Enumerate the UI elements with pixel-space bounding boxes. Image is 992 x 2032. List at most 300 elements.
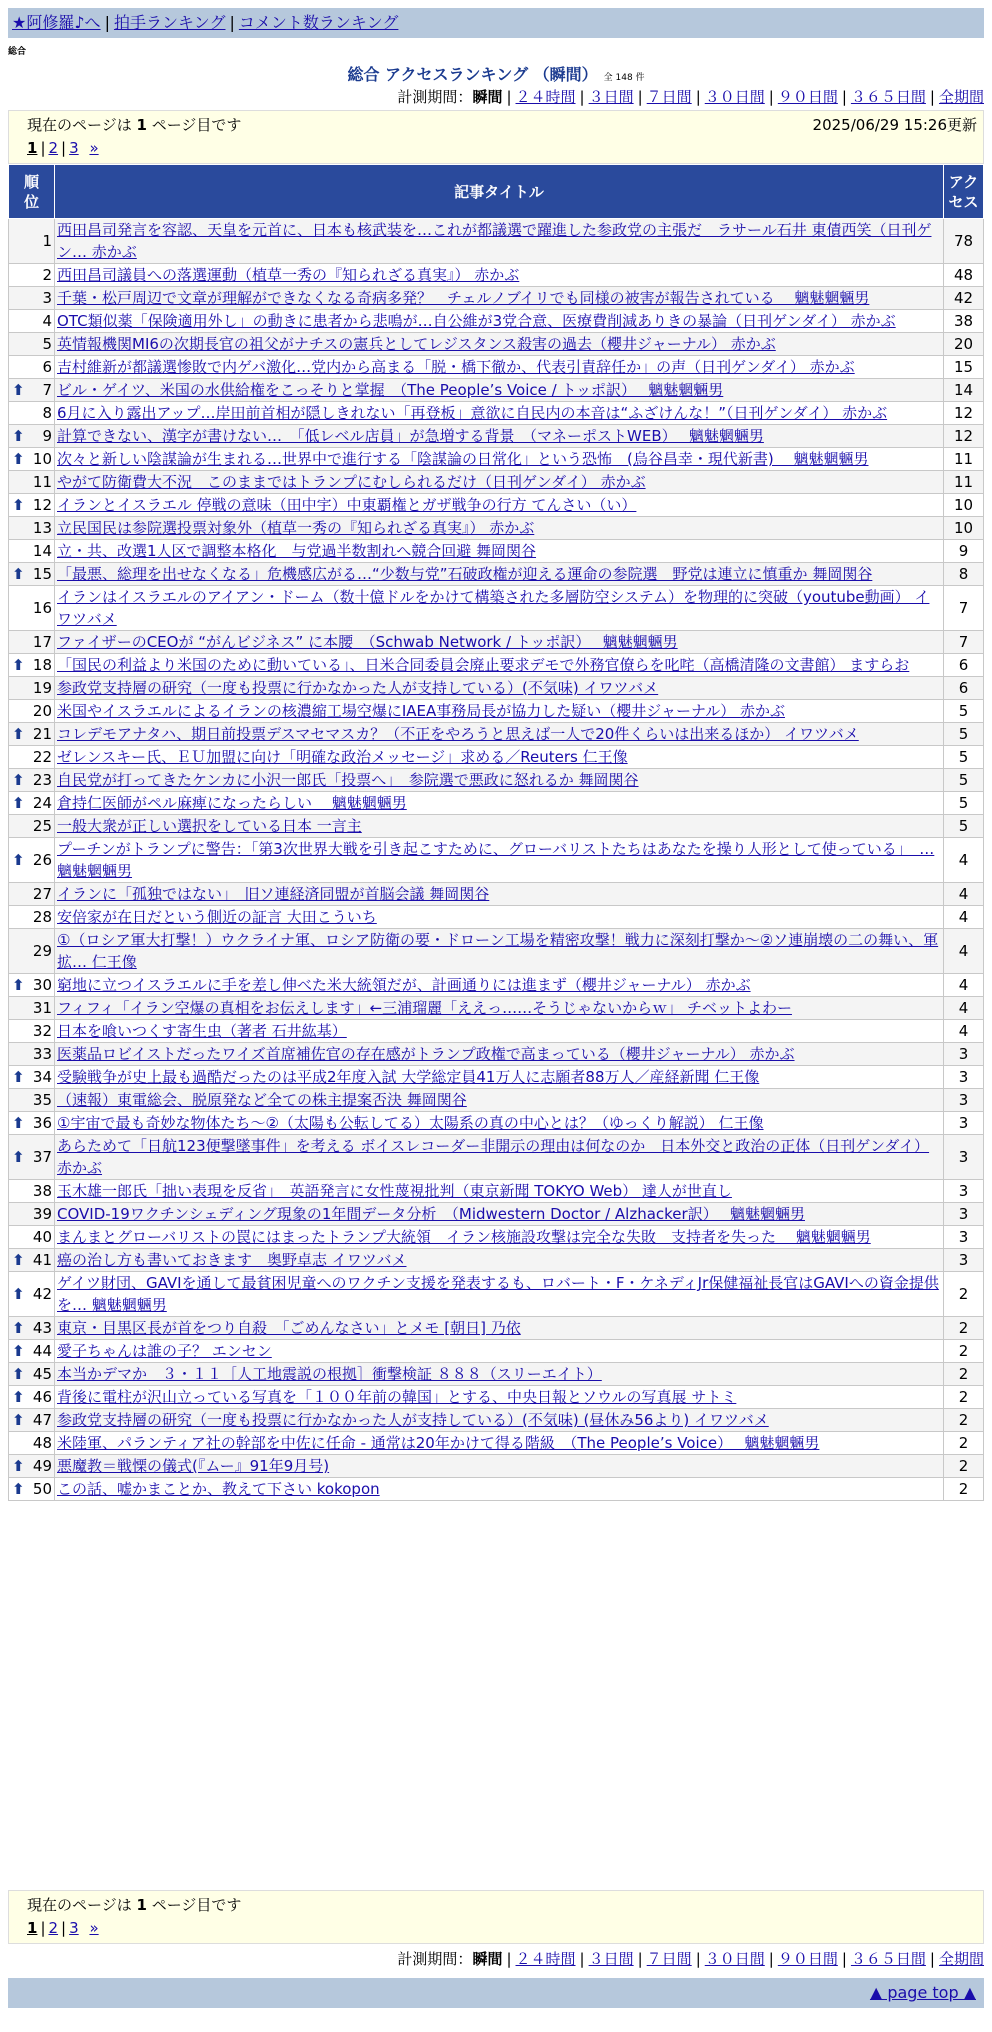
article-link[interactable]: 医薬品ロビイストだったワイズ首席補佐官の存在感がトランプ政権で高まっている（櫻井ジャーナル） 赤かぶ (57, 1045, 795, 1063)
rank-cell (9, 471, 55, 494)
rank-number: 32 (32, 1022, 52, 1040)
title-cell (55, 563, 944, 586)
table-row (9, 974, 984, 997)
table-row (9, 1317, 984, 1340)
title-cell (55, 1089, 944, 1112)
rank-cell (9, 540, 55, 563)
rank-number: 12 (32, 496, 52, 514)
article-link[interactable]: コレデモアナタハ、期日前投票デスマセマスカ？（不正をやろうと思えば一人で20件くらいは出来るほか） イワツバメ (57, 725, 859, 743)
page-title (0, 62, 992, 85)
access-count: 6 (944, 654, 984, 677)
rank-number: 39 (32, 1205, 52, 1223)
rank-number: 31 (32, 999, 52, 1017)
period-365d-link-bottom[interactable]: ３６５日間 (850, 1950, 926, 1968)
article-link[interactable]: 背後に電柱が沢山立っている写真を「１００年前の韓国」とする、中央日報とソウルの写真展 サトミ (57, 1388, 737, 1406)
access-count: 11 (944, 471, 984, 494)
article-link[interactable]: 立民国民は参院選投票対象外（植草一秀の『知られざる真実』） 赤かぶ (57, 519, 535, 537)
period-24h-link-bottom[interactable]: ２４時間 (515, 1950, 576, 1968)
article-link[interactable]: COVID-19ワクチンシェディング現象の1年間データ分析 （Midwestern Doctor / Alzhacker訳） 魑魅魍魎男 (57, 1205, 805, 1223)
title-cell (55, 906, 944, 929)
table-row (9, 746, 984, 769)
rank-cell (9, 517, 55, 540)
title-cell (55, 1112, 944, 1135)
article-link[interactable]: ビル・ゲイツ、米国の水供給権をこっそりと掌握 （The People’s Voice / トッポ訳） 魑魅魍魎男 (57, 381, 724, 399)
access-count: 2 (944, 1432, 984, 1455)
rank-number: 40 (32, 1228, 52, 1246)
rank-cell (9, 1135, 55, 1180)
access-count: 3 (944, 1112, 984, 1135)
title-cell (55, 333, 944, 356)
table-row (9, 1478, 984, 1501)
rank-up-arrow-icon: ⬆ (12, 381, 25, 399)
rank-cell (9, 333, 55, 356)
rank-cell (9, 425, 55, 448)
rank-number: 30 (32, 976, 52, 994)
rank-number: 11 (32, 473, 52, 491)
rank-cell (9, 700, 55, 723)
period-selector-top: 計測期間：瞬間 | ２４時間 | ３日間 | ７日間 | ３０日間 | ９０日間 | ３６５日間 | 全期間 (397, 88, 984, 106)
table-row (9, 287, 984, 310)
period-365d-link[interactable]: ３６５日間 (850, 88, 926, 106)
rank-cell (9, 1043, 55, 1066)
rank-number: 33 (32, 1045, 52, 1063)
pagination-box-bottom (8, 1890, 984, 1944)
rank-up-arrow-icon: ⬆ (12, 851, 25, 869)
article-link[interactable]: OTC類似薬「保険適用外し」の動きに患者から悲鳴が…自公維が3党合意、医療費削減ありきの暴論（日刊ゲンダイ） 赤かぶ (57, 312, 896, 330)
access-count: 3 (944, 1135, 984, 1180)
access-count: 2 (944, 1478, 984, 1501)
title-cell (55, 1317, 944, 1340)
article-link[interactable]: やがて防衛費大不況 このままではトランプにむしられるだけ（日刊ゲンダイ） 赤かぶ (57, 473, 646, 491)
rank-number: 8 (42, 404, 52, 422)
period-30d-link[interactable]: ３０日間 (704, 88, 765, 106)
title-cell (55, 310, 944, 333)
rank-number: 10 (32, 450, 52, 468)
page-3-link[interactable]: 3 (69, 139, 79, 157)
title-cell (55, 1180, 944, 1203)
period-7d-link[interactable]: ７日間 (646, 88, 692, 106)
col-header-count: アクセス (944, 165, 984, 219)
table-row (9, 838, 984, 883)
access-count: 5 (944, 746, 984, 769)
article-link[interactable]: 参政党支持層の研究（一度も投票に行かなかった人が支持している）(不気味) (昼休み56より) イワツバメ (57, 1411, 769, 1429)
rank-number: 9 (42, 427, 52, 445)
article-link[interactable]: 癌の治し方も書いておきます 奥野卓志 イワツバメ (57, 1251, 407, 1269)
rank-cell (9, 1317, 55, 1340)
page-3-link-bottom[interactable]: 3 (69, 1919, 79, 1937)
rank-cell (9, 654, 55, 677)
article-link[interactable]: 計算できない、漢字が書けない… 「低レベル店員」が急増する背景 （マネーポストWEB） 魑魅魍魎男 (57, 427, 764, 445)
article-link[interactable]: 愛子ちゃんは誰の子？ エンセン (57, 1342, 272, 1360)
table-row (9, 1432, 984, 1455)
rank-up-arrow-icon: ⬆ (12, 1411, 25, 1429)
rank-cell (9, 997, 55, 1020)
article-link[interactable]: 窮地に立つイスラエルに手を差し伸べた米大統領だが、計画通りには進まず（櫻井ジャーナル） 赤かぶ (57, 976, 751, 994)
article-link[interactable]: ①（ロシア軍大打撃！）ウクライナ軍、ロシア防衛の要・ドローン工場を精密攻撃！戦力に深刻打撃か～②ソ連崩壊の二の舞い、軍拡… 仁王像 (57, 931, 939, 971)
rank-cell (9, 1455, 55, 1478)
rank-cell (9, 1089, 55, 1112)
rank-number: 19 (32, 679, 52, 697)
category-label: 総合 (8, 47, 27, 57)
title-cell (55, 838, 944, 883)
rank-cell (9, 792, 55, 815)
article-link[interactable]: 玉木雄一郎氏「拙い表現を反省」 英語発言に女性蔑視批判（東京新聞 TOKYO Web） 達人が世直し (57, 1182, 732, 1200)
article-link[interactable]: 参政党支持層の研究（一度も投票に行かなかった人が支持している）(不気味) イワツバメ (57, 679, 659, 697)
table-row (9, 1455, 984, 1478)
article-link[interactable]: （速報）東電総会、脱原発など全ての株主提案否決 舞岡関谷 (57, 1091, 467, 1109)
article-link[interactable]: 米国やイスラエルによるイランの核濃縮工場空爆にIAEA事務局長が協力した疑い（櫻井ジャーナル） 赤かぶ (57, 702, 785, 720)
table-row (9, 379, 984, 402)
access-count: 38 (944, 310, 984, 333)
rank-cell (9, 379, 55, 402)
period-90d-link[interactable]: ９０日間 (777, 88, 838, 106)
period-30d-link-bottom[interactable]: ３０日間 (704, 1950, 765, 1968)
article-link[interactable]: あらためて「日航123便撃墜事件」を考える ボイスレコーダー非開示の理由は何なのか 日本外交と政治の正体（日刊ゲンダイ） 赤かぶ (57, 1137, 930, 1177)
access-count: 3 (944, 1066, 984, 1089)
access-count: 3 (944, 1043, 984, 1066)
article-link[interactable]: 米陸軍、パランティア社の幹部を中佐に任命 - 通常は20年かけて得る階級 （The People’s Voice） 魑魅魍魎男 (57, 1434, 820, 1452)
title-cell (55, 1135, 944, 1180)
table-row (9, 906, 984, 929)
rank-up-arrow-icon: ⬆ (12, 1457, 25, 1475)
applause-ranking-link[interactable]: 拍手ランキング (113, 13, 226, 32)
article-link[interactable]: イランとイスラエル 停戦の意味（田中宇）中東覇権とガザ戦争の行方 てんさい（い） (57, 496, 637, 514)
rank-number: 38 (32, 1182, 52, 1200)
item-count: 全 148 件 (603, 73, 645, 83)
table-row (9, 494, 984, 517)
period-all-link-bottom[interactable]: 全期間 (938, 1950, 984, 1968)
article-link[interactable]: 千葉・松戸周辺で文章が理解ができなくなる奇病多発？ チェルノブイリでも同様の被害が報告されている 魑魅魍魎男 (57, 289, 870, 307)
rank-number: 5 (42, 335, 52, 353)
rank-cell (9, 1409, 55, 1432)
page-status-suffix: ページ目です (151, 116, 242, 134)
access-count: 9 (944, 540, 984, 563)
title-cell (55, 1455, 944, 1478)
access-count: 5 (944, 792, 984, 815)
title-cell (55, 1478, 944, 1501)
title-cell (55, 379, 944, 402)
current-page-number-bottom: 1 (136, 1896, 147, 1914)
title-cell (55, 356, 944, 379)
article-link[interactable]: 英情報機関MI6の次期長官の祖父がナチスの憲兵としてレジスタンス殺害の過去（櫻井ジャーナル） 赤かぶ (57, 335, 776, 353)
article-link[interactable]: イランに「孤独ではない」 旧ソ連経済同盟が首脳会議 舞岡関谷 (57, 885, 490, 903)
rank-number: 36 (32, 1114, 52, 1132)
rank-up-arrow-icon: ⬆ (12, 1251, 25, 1269)
access-count: 7 (944, 631, 984, 654)
article-link[interactable]: 一般大衆が正しい選択をしている日本 一言主 (57, 817, 362, 835)
table-row (9, 883, 984, 906)
page-top-link[interactable]: ▲ page top ▲ (869, 1983, 976, 2002)
rank-cell (9, 906, 55, 929)
next-page-link-bottom[interactable]: » (89, 1919, 99, 1937)
rank-number: 28 (32, 908, 52, 926)
article-link[interactable]: 倉持仁医師がペル麻痺になったらしい 魑魅魍魎男 (57, 794, 407, 812)
rank-cell (9, 1203, 55, 1226)
article-link[interactable]: 立・共、改選1人区で調整本格化 与党過半数割れへ競合回避 舞岡関谷 (57, 542, 537, 560)
table-row (9, 1180, 984, 1203)
rank-number: 2 (42, 266, 52, 284)
access-count: 4 (944, 1020, 984, 1043)
title-cell (55, 264, 944, 287)
rank-cell (9, 402, 55, 425)
access-count: 12 (944, 425, 984, 448)
rank-cell (9, 1432, 55, 1455)
rank-cell (9, 677, 55, 700)
rank-number: 17 (32, 633, 52, 651)
article-link[interactable]: フィフィ「イラン空爆の真相をお伝えします」←三浦瑠麗「ええっ……そうじゃないからｗ」 チベットよわー (57, 999, 792, 1017)
rank-number: 15 (32, 565, 52, 583)
rank-cell (9, 1066, 55, 1089)
access-count: 2 (944, 1386, 984, 1409)
table-row (9, 723, 984, 746)
rank-cell (9, 1478, 55, 1501)
rank-up-arrow-icon: ⬆ (12, 1480, 25, 1498)
title-cell (55, 586, 944, 631)
access-count: 2 (944, 1455, 984, 1478)
title-cell (55, 517, 944, 540)
title-cell (55, 677, 944, 700)
access-count: 6 (944, 677, 984, 700)
rank-number: 23 (32, 771, 52, 789)
rank-cell (9, 1386, 55, 1409)
next-page-link[interactable]: » (89, 139, 99, 157)
title-cell (55, 219, 944, 264)
access-count: 10 (944, 517, 984, 540)
page-2-link-bottom[interactable]: 2 (48, 1919, 59, 1937)
table-row (9, 402, 984, 425)
rank-number: 22 (32, 748, 52, 766)
access-count: 48 (944, 264, 984, 287)
page-status-prefix-bottom: 現在のページは (27, 1896, 132, 1914)
rank-number: 41 (32, 1251, 52, 1269)
table-row (9, 631, 984, 654)
title-cell (55, 723, 944, 746)
rank-number: 35 (32, 1091, 52, 1109)
title-cell (55, 769, 944, 792)
rank-up-arrow-icon: ⬆ (12, 1068, 25, 1086)
rank-number: 44 (32, 1342, 52, 1360)
rank-cell (9, 1272, 55, 1317)
access-count: 12 (944, 402, 984, 425)
article-link[interactable]: 西田昌司議員への落選運動（植草一秀の『知られざる真実』） 赤かぶ (57, 266, 520, 284)
access-count: 2 (944, 1272, 984, 1317)
period-all-link[interactable]: 全期間 (938, 88, 984, 106)
table-row (9, 1043, 984, 1066)
table-row (9, 1112, 984, 1135)
article-link[interactable]: ゲイツ財団、GAVIを通して最貧困児童へのワクチン支援を発表するも、ロバート・F・ケネディJr保健福祉長官はGAVIへの資金提供を… 魑魅魍魎男 (57, 1274, 939, 1314)
access-count: 3 (944, 1203, 984, 1226)
top-nav: ★阿修羅♪へ | 拍手ランキング | コメント数ランキング (8, 8, 984, 38)
title-cell (55, 1020, 944, 1043)
rank-number: 4 (42, 312, 52, 330)
rank-cell (9, 448, 55, 471)
article-link[interactable]: 6月に入り露出アップ…岸田前首相が隠しきれない「再登板」意欲に自民内の本音は“ふざけんな！”（日刊ゲンダイ） 赤かぶ (57, 404, 888, 422)
table-row (9, 769, 984, 792)
table-row (9, 425, 984, 448)
access-count: 4 (944, 974, 984, 997)
access-count: 8 (944, 563, 984, 586)
title-cell (55, 1066, 944, 1089)
rank-cell (9, 1020, 55, 1043)
article-link[interactable]: 次々と新しい陰謀論が生まれる…世界中で進行する「陰謀論の日常化」という恐怖 (烏谷昌幸・現代新書) 魑魅魍魎男 (57, 450, 869, 468)
access-count: 4 (944, 883, 984, 906)
rank-cell (9, 769, 55, 792)
access-count: 3 (944, 1089, 984, 1112)
table-row (9, 448, 984, 471)
rank-up-arrow-icon: ⬆ (12, 496, 25, 514)
access-count: 2 (944, 1340, 984, 1363)
article-link[interactable]: 悪魔教＝戦慄の儀式(『ムー』91年9月号) (57, 1457, 330, 1475)
page-2-link[interactable]: 2 (48, 139, 59, 157)
period-24h-link[interactable]: ２４時間 (515, 88, 576, 106)
table-row (9, 1089, 984, 1112)
bottom-bar (8, 1978, 984, 2008)
table-row (9, 586, 984, 631)
ranking-rows (9, 219, 984, 1501)
rank-up-arrow-icon: ⬆ (12, 771, 25, 789)
article-link[interactable]: 受験戦争が史上最も過酷だったのは平成2年度入試 大学総定員41万人に志願者88万人／産経新聞 仁王像 (57, 1068, 760, 1086)
rank-number: 3 (42, 289, 52, 307)
rank-number: 49 (32, 1457, 52, 1475)
rank-up-arrow-icon: ⬆ (12, 976, 25, 994)
article-link[interactable]: 「最悪、総理を出せなくなる」危機感広がる…“少数与党”石破政権が迎える運命の参院選 野党は連立に慎重か 舞岡関谷 (57, 565, 873, 583)
period-7d-link-bottom[interactable]: ７日間 (646, 1950, 692, 1968)
page-status-suffix-bottom: ページ目です (151, 1896, 242, 1914)
rank-number: 18 (32, 656, 52, 674)
title-cell (55, 792, 944, 815)
table-row (9, 1066, 984, 1089)
table-row (9, 1135, 984, 1180)
rank-up-arrow-icon: ⬆ (12, 565, 25, 583)
current-page-number: 1 (136, 116, 147, 134)
table-row (9, 540, 984, 563)
access-count: 10 (944, 494, 984, 517)
rank-cell (9, 631, 55, 654)
rank-cell (9, 1249, 55, 1272)
rank-number: 42 (32, 1285, 52, 1303)
title-cell (55, 974, 944, 997)
rank-number: 7 (42, 381, 52, 399)
table-row (9, 700, 984, 723)
table-row (9, 1363, 984, 1386)
title-cell (55, 1432, 944, 1455)
period-3d-link[interactable]: ３日間 (588, 88, 634, 106)
article-link[interactable]: 本当かデマか ３・１１［人工地震説の根拠］衝撃検証 ８８８（スリーエイト） (57, 1365, 602, 1383)
title-cell (55, 1340, 944, 1363)
access-count: 4 (944, 838, 984, 883)
article-link[interactable]: 西田昌司発言を容認、天皇を元首に、日本も核武装を…これが都議選で躍進した参政党の主張だ ラサール石井 東債西笑（日刊ゲン… 赤かぶ (57, 221, 932, 261)
access-count: 2 (944, 1317, 984, 1340)
rank-cell (9, 1226, 55, 1249)
article-link[interactable]: まんまとグローバリストの罠にはまったトランプ大統領 イラン核施設攻撃は完全な失敗 支持者を失った 魑魅魍魎男 (57, 1228, 871, 1246)
table-row (9, 333, 984, 356)
title-cell (55, 1386, 944, 1409)
title-cell (55, 540, 944, 563)
access-count: 42 (944, 287, 984, 310)
article-link[interactable]: 自民党が打ってきたケンカに小沢一郎氏「投票へ」 参院選で悪政に怒れるか 舞岡関谷 (57, 771, 639, 789)
article-link[interactable]: 吉村維新が都議選惨敗で内ゲバ激化…党内から高まる「脱・橋下徹か、代表引責辞任か」の声（日刊ゲンダイ） 赤かぶ (57, 358, 855, 376)
rank-up-arrow-icon: ⬆ (12, 427, 25, 445)
rank-cell (9, 723, 55, 746)
ranking-title: 総合 アクセスランキング （瞬間） (347, 65, 598, 84)
rank-cell (9, 264, 55, 287)
rank-number: 50 (32, 1480, 52, 1498)
ranking-table (8, 164, 984, 1501)
table-row (9, 654, 984, 677)
table-row (9, 1272, 984, 1317)
title-cell (55, 700, 944, 723)
home-link[interactable]: ★阿修羅♪へ (12, 13, 101, 32)
table-row (9, 310, 984, 333)
rank-cell (9, 1180, 55, 1203)
rank-cell (9, 815, 55, 838)
period-90d-link-bottom[interactable]: ９０日間 (777, 1950, 838, 1968)
access-count: 14 (944, 379, 984, 402)
title-cell (55, 746, 944, 769)
comment-ranking-link[interactable]: コメント数ランキング (238, 13, 399, 32)
pagination-box-top (8, 110, 984, 164)
period-3d-link-bottom[interactable]: ３日間 (588, 1950, 634, 1968)
article-link[interactable]: 「国民の利益より米国のために動いている」、日米合同委員会廃止要求デモで外務官僚らを叱咤（高橋清隆の文書館） ますらお (57, 656, 910, 674)
title-cell (55, 425, 944, 448)
rank-number: 34 (32, 1068, 52, 1086)
access-count: 3 (944, 1226, 984, 1249)
access-count: 11 (944, 448, 984, 471)
rank-up-arrow-icon: ⬆ (12, 725, 25, 743)
rank-up-arrow-icon: ⬆ (12, 1342, 25, 1360)
table-row (9, 471, 984, 494)
article-link[interactable]: 日本を喰いつくす寄生虫（著者 石井紘基） (57, 1022, 347, 1040)
rank-number: 37 (32, 1148, 52, 1166)
access-count: 4 (944, 997, 984, 1020)
article-link[interactable]: ゼレンスキー氏、ＥＵ加盟に向け「明確な政治メッセージ」求める／Reuters 仁王像 (57, 748, 628, 766)
access-count: 5 (944, 723, 984, 746)
article-link[interactable]: 安倍家が在日だという側近の証言 大田こういち (57, 908, 377, 926)
rank-up-arrow-icon: ⬆ (12, 794, 25, 812)
rank-up-arrow-icon: ⬆ (12, 450, 25, 468)
access-count: 2 (944, 1409, 984, 1432)
rank-number: 1 (42, 232, 52, 250)
period-label-bottom: 計測期間： (397, 1950, 473, 1968)
article-link[interactable]: 東京・目黒区長が首をつり自殺 「ごめんなさい」とメモ [朝日] 乃依 (57, 1319, 521, 1337)
article-link[interactable]: イランはイスラエルのアイアン・ドーム（数十億ドルをかけて構築された多層防空システム）を物理的に突破（youtube動画） イワツバメ (57, 588, 930, 628)
table-row (9, 1409, 984, 1432)
rank-cell (9, 974, 55, 997)
article-link[interactable]: ①宇宙で最も奇妙な物体たち～②（太陽も公転してる）太陽系の真の中心とは？（ゆっくり解説） 仁王像 (57, 1114, 764, 1132)
table-row (9, 677, 984, 700)
access-count: 4 (944, 929, 984, 974)
rank-number: 29 (32, 942, 52, 960)
table-row (9, 1340, 984, 1363)
rank-number: 27 (32, 885, 52, 903)
rank-number: 6 (42, 358, 52, 376)
access-count: 3 (944, 1180, 984, 1203)
title-cell (55, 1363, 944, 1386)
updated-timestamp: 2025/06/29 15:26更新 (812, 116, 977, 134)
table-row (9, 1249, 984, 1272)
rank-cell (9, 929, 55, 974)
title-cell (55, 1203, 944, 1226)
page-1-current: 1 (27, 139, 38, 157)
rank-number: 21 (32, 725, 52, 743)
article-link[interactable]: ファイザーのCEOが “がんビジネス” に本腰 （Schwab Network / トッポ訳） 魑魅魍魎男 (57, 633, 678, 651)
period-current: 瞬間 (472, 88, 503, 106)
article-link[interactable]: プーチンがトランプに警告：「第3次世界大戦を引き起こすために、グローバリストたちはあなたを操り人形として使っている」 … 魑魅魍魎男 (57, 840, 935, 880)
article-link[interactable]: この話、嘘かまことか、教えて下さい kokopon (57, 1480, 380, 1498)
rank-up-arrow-icon: ⬆ (12, 1285, 25, 1303)
title-cell (55, 448, 944, 471)
rank-cell (9, 310, 55, 333)
